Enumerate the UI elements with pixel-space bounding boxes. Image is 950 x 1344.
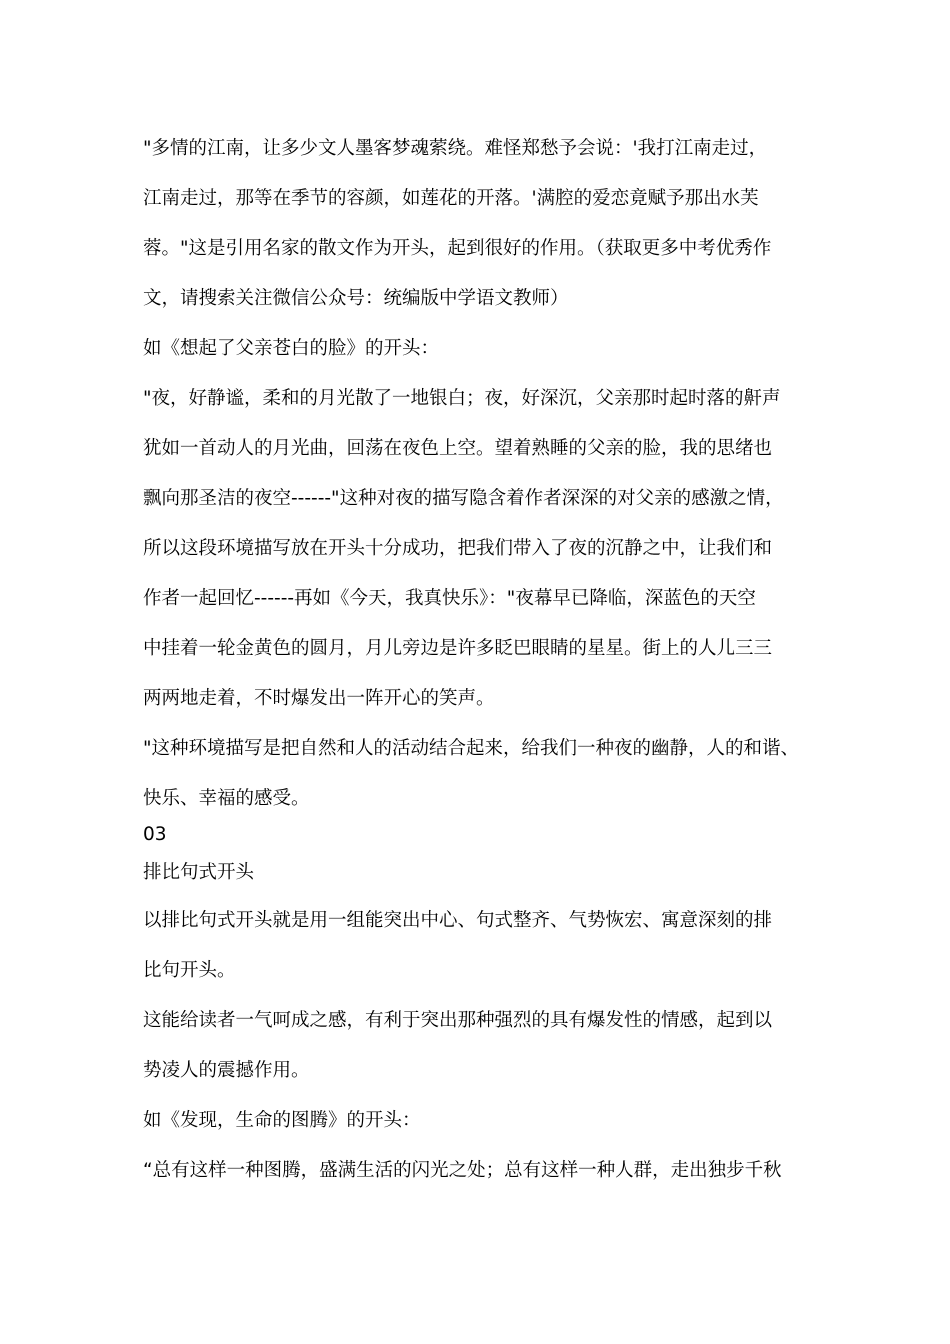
section-number: 03 xyxy=(143,824,167,845)
text-line: 比句开头。 xyxy=(143,960,236,981)
text-line: 作者一起回忆------再如《今天，我真快乐》："夜幕早已降临，深蓝色的天空 xyxy=(143,588,756,609)
text-line: 以排比句式开头就是用一组能突出中心、句式整齐、气势恢宏、寓意深刻的排 xyxy=(143,910,773,931)
text-line: 中挂着一轮金黄色的圆月，月儿旁边是许多眨巴眼睛的星星。街上的人儿三三 xyxy=(143,638,773,659)
text-line: 文，请搜索关注微信公众号：统编版中学语文教师） xyxy=(143,288,569,309)
text-line: 所以这段环境描写放在开头十分成功，把我们带入了夜的沉静之中，让我们和 xyxy=(143,538,773,559)
text-line: 两两地走着，不时爆发出一阵开心的笑声。 xyxy=(143,688,495,709)
text-line: "夜，好静谧，柔和的月光散了一地银白；夜，好深沉，父亲那时起时落的鼾声 xyxy=(143,388,781,409)
text-line: “总有这样一种图腾，盛满生活的闪光之处；总有这样一种人群，走出独步千秋 xyxy=(143,1160,782,1181)
text-line: 势凌人的震撼作用。 xyxy=(143,1060,310,1081)
text-line: 这能给读者一气呵成之感，有利于突出那种强烈的具有爆发性的情感，起到以 xyxy=(143,1010,773,1031)
section-heading: 排比句式开头 xyxy=(143,862,255,883)
text-line: "多情的江南，让多少文人墨客梦魂萦绕。难怪郑愁予会说：'我打江南走过， xyxy=(143,138,768,159)
text-line: 飘向那圣洁的夜空------"这种对夜的描写隐含着作者深深的对父亲的感激之情， xyxy=(143,488,784,509)
text-line: 犹如一首动人的月光曲，回荡在夜色上空。望着熟睡的父亲的脸，我的思绪也 xyxy=(143,438,773,459)
text-line: 蓉。"这是引用名家的散文作为开头，起到很好的作用。（获取更多中考优秀作 xyxy=(143,238,772,259)
text-line: 江南走过，那等在季节的容颜，如莲花的开落。'满腔的爱恋竟赋予那出水芙 xyxy=(143,188,759,209)
text-line: 快乐、幸福的感受。 xyxy=(143,788,310,809)
text-line: 如《发现，生命的图腾》的开头： xyxy=(143,1110,421,1131)
text-line: "这种环境描写是把自然和人的活动结合起来，给我们一种夜的幽静，人的和谐、 xyxy=(143,738,800,759)
text-line: 如《想起了父亲苍白的脸》的开头： xyxy=(143,338,440,359)
